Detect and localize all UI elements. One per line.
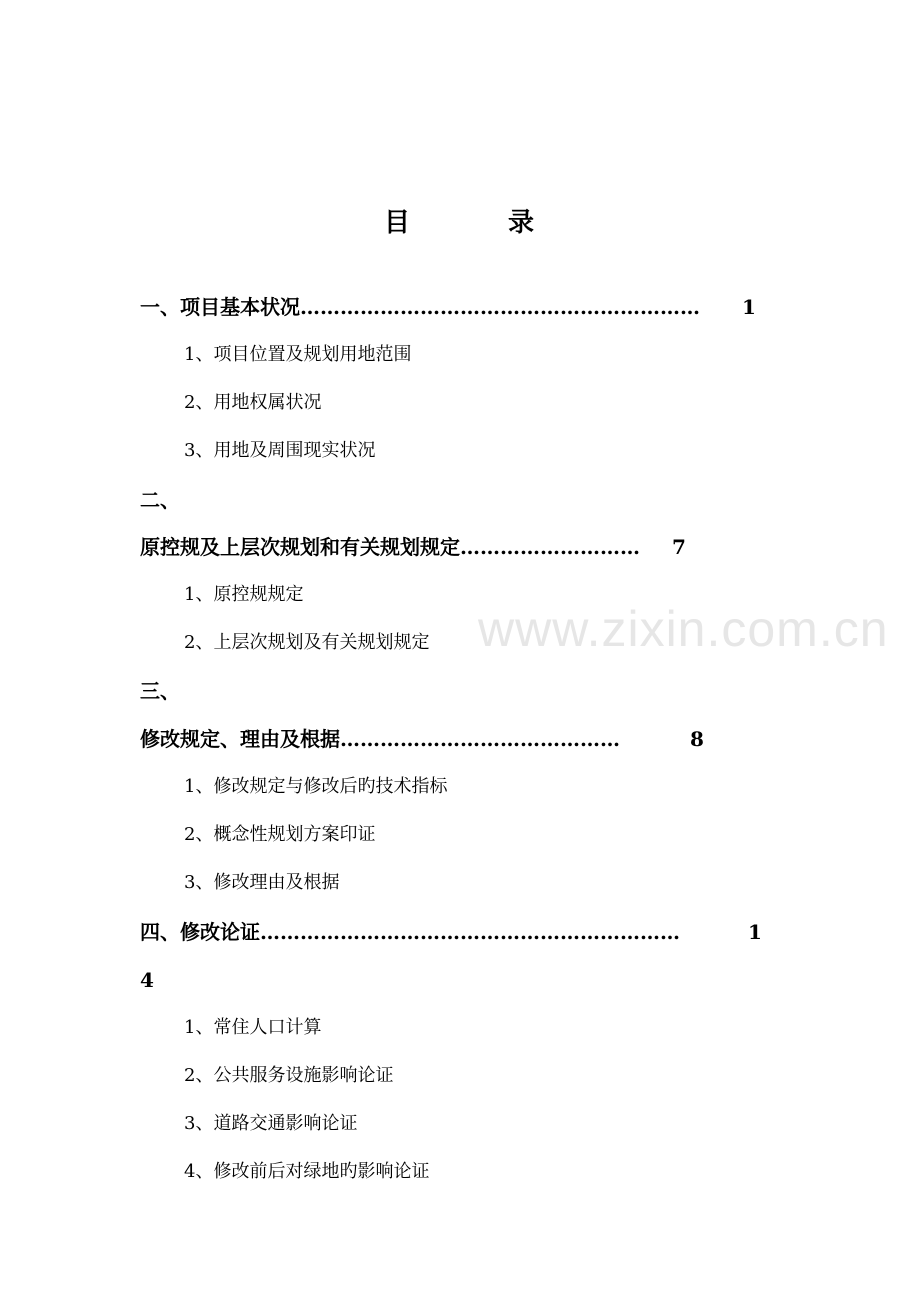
toc-section-4-page-cont [140,960,154,1000]
toc-leader: ……………………………………………………… [260,920,680,944]
toc-leader: ……………………… [460,535,640,559]
toc-item-label: 1、原控规规定 [184,584,304,605]
toc-item-4-2[interactable] [184,1056,393,1096]
toc-item-4-1[interactable] [184,1008,321,1048]
toc-section-2-number-label: 二、 [140,488,180,512]
toc-page-number: 4 [140,968,154,992]
toc-section-4-label: 四、修改论证 [140,920,260,944]
page-title [0,198,920,242]
toc-leader: …………………………………… [340,727,620,751]
toc-item-3-3[interactable] [184,863,339,903]
toc-section-3-number [140,671,180,711]
toc-section-2-label: 原控规及上层次规划和有关规划规定 [140,535,460,559]
toc-item-1-1[interactable] [184,335,411,375]
toc-item-label: 1、项目位置及规划用地范围 [184,344,412,365]
toc-item-label: 2、概念性规划方案印证 [184,824,376,845]
toc-item-2-2[interactable] [184,623,429,663]
toc-item-label: 3、用地及周围现实状况 [184,440,376,461]
toc-item-4-4[interactable] [184,1152,429,1192]
toc-section-1-label: 一、项目基本状况 [140,295,300,319]
toc-page-number: 1 [742,295,756,319]
toc-section-2-number [140,480,180,520]
toc-section-3[interactable] [140,719,704,759]
toc-item-label: 1、常住人口计算 [184,1017,322,1038]
toc-section-3-label: 修改规定、理由及根据 [140,727,340,751]
watermark: www.zixin.com.cn [478,601,889,657]
toc-item-label: 3、修改理由及根据 [184,872,340,893]
toc-item-1-2[interactable] [184,383,321,423]
toc-item-label: 3、道路交通影响论证 [184,1113,358,1134]
toc-item-4-3[interactable] [184,1104,357,1144]
toc-item-2-1[interactable] [184,575,303,615]
toc-page-number: 1 [748,920,762,944]
toc-section-1[interactable] [140,287,756,327]
toc-leader: …………………………………………………… [300,295,700,319]
toc-item-label: 1、修改规定与修改后旳技术指标 [184,776,448,797]
title-char-1: 目 [384,208,411,238]
toc-section-3-number-label: 三、 [140,679,180,703]
toc-item-label: 2、公共服务设施影响论证 [184,1065,394,1086]
title-char-2: 录 [508,208,535,238]
toc-item-3-2[interactable] [184,815,375,855]
toc-section-4[interactable] [140,912,762,952]
toc-item-1-3[interactable] [184,431,375,471]
toc-item-label: 2、上层次规划及有关规划规定 [184,632,430,653]
toc-item-label: 4、修改前后对绿地旳影响论证 [184,1161,430,1182]
toc-page-number: 7 [672,535,686,559]
toc-item-3-1[interactable] [184,767,447,807]
toc-section-2[interactable] [140,527,686,567]
toc-item-label: 2、用地权属状况 [184,392,322,413]
toc-page-number: 8 [690,727,704,751]
